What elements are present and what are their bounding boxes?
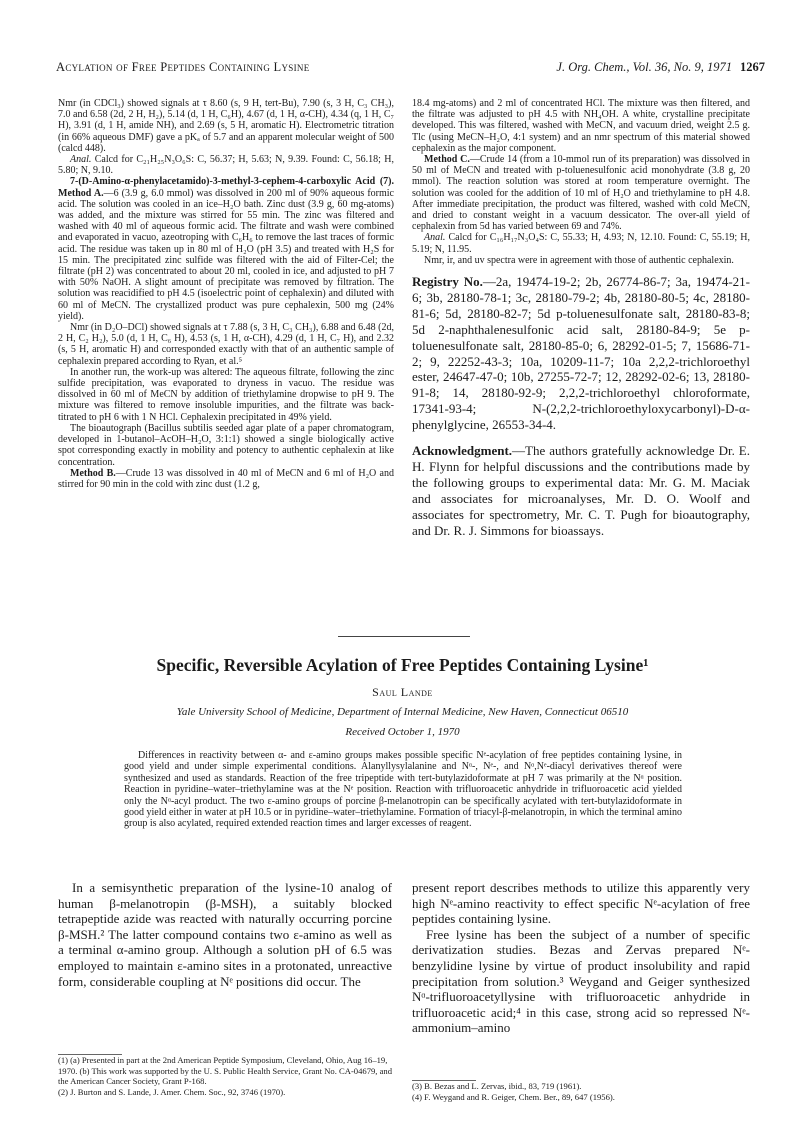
method-b-heading: Method B.	[70, 467, 116, 479]
acknowledgment-text: —The authors gratefully acknowledge Dr. E. H. Flynn for helpful discussions and the contributions made by the following groups to experimental data: Mr. G. M. Maciak and associates for microanalyses, Mr. D. O. Woolf and associates for spectrometry, Mr. C. T. Pugh for bioautography, and Dr. R. J. Simmons for bioassays.	[412, 443, 750, 538]
right-column	[412, 98, 750, 539]
method-a-paragraph	[58, 176, 394, 322]
article-title: Specific, Reversible Acylation of Free Peptides Containing Lysine¹	[156, 655, 649, 675]
journal-name: J. Org. Chem., Vol. 36, No. 9, 1971	[556, 60, 732, 74]
method-a-heading: 7-(D-Amino-α-phenylacetamido)-3-methyl-3-cephem-4-carboxylic Acid (7). Method A.	[58, 176, 394, 199]
registry-text: —2a, 19474-19-2; 2b, 26774-86-7; 3a, 19474-21-6; 3b, 28180-78-1; 3c, 28180-79-2; 4b, 28180-80-5; 4c, 28180-81-6; 5d, 28180-82-7; 5d p-toluenesulfonate salt, 28180-83-8; 5d 2-naphthalenesulfonic acid salt, 28180-84-9; 5e p-toluenesulfonate salt, 28180-85-0; 6, 28292-01-5; 7, 15686-71-2; 9, 22252-43-3; 10a, 10209-11-7; 10a 2,2,2-trichloroethyl ester, 24647-47-0; 10b, 27255-72-7; 12, 28292-02-6; 13, 28180-91-8; 14, 28180-92-9; 2,2,2-trichloroethyl chloroformate, 17341-93-4; N-(2,2,2-trichloroethyloxycarbonyl)-D-α-phenylglycine, 26553-34-4.	[412, 274, 750, 433]
nmr-paragraph: Nmr (in CDCl₃) showed signals at τ 8.60 (s, 9 H, tert-Bu), 7.90 (s, 3 H, C₃ CH₃), 7.0 and 6.58 (2d, 2 H, H₂), 5.14 (d, 1 H, C₆H), 4.67 (d, 1 H, α-CH), 4.34 (q, 1 H, C₇ H), 3.91 (d, 1 H, amide NH), and 2.69 (s, 5 H, aromatic H). Electrometric titration (in 66% aqueous DMF) gave a pKₐ of 5.7 and an apparent molecular weight of 500 (calcd 448).	[58, 98, 394, 154]
running-title: Acylation of Free Peptides Containing Lysine	[56, 60, 310, 74]
footnotes-left	[58, 1054, 392, 1097]
page-number: 1267	[740, 60, 765, 74]
method-c-text: —Crude 14 (from a 10-mmol run of its preparation) was dissolved in 50 ml of MeCN and treated with p-toluenesulfonic acid monohydrate (3.8 g, 20 mmol). The reaction solution was stored at room temperature overnight. The solution was cooled for the addition of 10 ml of H₂O and triethylamine to pH 4.8. After immediate precipitation, the product was filtered, washed with cold MeCN, and dried to constant weight in a vacuum dessicator. The over-all yield of cephalexin from 5d has varied between 69 and 74%.	[412, 154, 751, 233]
registry-label: Registry No.	[412, 274, 483, 290]
nmr-d2o-paragraph: Nmr (in D₂O–DCl) showed signals at τ 7.88 (s, 3 H, C₃ CH₃), 6.88 and 6.48 (2d, 2 H, C₂ H₂), 5.0 (d, 1 H, C₆ H), 4.53 (s, 1 H, α-CH), 4.29 (d, 1 H, C₇ H), and 2.32 (s, 5 H, aromatic H) and corresponded exactly with that of an authentic sample of cephalexin prepared according to Ryan, et al.⁵	[58, 322, 394, 367]
article-divider	[338, 636, 470, 637]
body-right-column	[412, 880, 750, 1036]
lysine-paragraph: Free lysine has been the subject of a number of specific derivatization studies. Bezas and Zervas prepared Nᵉ-benzylidine lysine by virtue of product insolubility and rapid precipitation from solution.³ Weygand and Geiger synthesized Nᵅ-trifluoroacetyllysine with trifluoroacetic anhydride in trifluoroacetic acid;⁴ in this case, strong acid so repressed Nᵉ-ammonium–amino	[412, 926, 750, 1036]
bioautograph-paragraph: The bioautograph (Bacillus subtilis seeded agar plate of a paper chromatogram, developed in 1-butanol–AcOH–H₂O, 3:1:1) showed a single biologically active spot corresponding exactly in mobility and potency to authentic cephalexin at like concentration.	[58, 422, 394, 468]
analysis-2-text: Calcd for C₁₆H₁₇N₃O₄S: C, 55.33; H, 4.93; N, 12.10. Found: C, 55.19; H, 5.19; N, 11.95.	[412, 232, 750, 255]
footnote-4: (4) F. Weygand and R. Geiger, Chem. Ber., 89, 647 (1956).	[412, 1091, 615, 1102]
page-header	[56, 60, 765, 80]
footnotes-right	[412, 1080, 750, 1102]
intro-continued-paragraph: present report describes methods to utilize this apparently very high Nᵉ-amino reactivity to effect specific Nᵉ-acylation of free peptides containing lysine.	[412, 880, 750, 927]
received-date: Received October 1, 1970	[345, 726, 460, 738]
author-affiliation: Yale University School of Medicine, Department of Internal Medicine, New Haven, Connecticut 06510	[176, 706, 629, 718]
analysis-paragraph	[58, 154, 394, 176]
spectra-paragraph: Nmr, ir, and uv spectra were in agreement with those of authentic cephalexin.	[424, 254, 734, 266]
method-c-heading: Method C.	[424, 154, 470, 166]
method-b-text: —Crude 13 was dissolved in 40 ml of MeCN and 6 ml of H₂O and stirred for 90 min in the cold with zinc dust (1.2 g,	[58, 467, 394, 490]
intro-paragraph: In a semisynthetic preparation of the lysine-10 analog of human β-melanotropin (β-MSH), a suitably blocked tetrapeptide azide was reacted with naturally occurring porcine β-MSH.² The latter compound contains two ε-amino as well as a terminal α-amino group. Although a solution pH of 6.5 was employed to maintain ε-amino sites in a protonated, unreactive form, considerable coupling at Nᵉ positions did occur. The	[58, 880, 392, 989]
method-b-paragraph	[58, 468, 394, 490]
method-b-continued: 18.4 mg-atoms) and 2 ml of concentrated HCl. The mixture was then filtered, and the filtrate was adjusted to pH 4.5 with NH₄OH. A white, crystalline precipitate developed. This was filtered, washed with MeCN, and vacuum dried, weight 2.5 g. Tlc (using MeCN–H₂O, 4:1 system) and an nmr spectrum of this material showed cephalexin as the major component.	[412, 98, 750, 154]
analysis-2-paragraph	[412, 232, 750, 254]
acknowledgment	[412, 443, 750, 538]
acknowledgment-label: Acknowledgment.	[412, 443, 513, 459]
registry-numbers	[412, 274, 750, 433]
body-left-column	[58, 880, 392, 989]
left-column	[58, 98, 394, 490]
method-a-text: —6 (3.9 g, 6.0 mmol) was dissolved in 200 ml of 90% aqueous formic acid. The solution was cooled in an ice–H₂O bath. Zinc dust (3.9 g, 60 mg-atoms) was added, and the mixture was stirred for 55 min. The zinc was filtered and washed with 40 ml of aqueous formic acid. The filtrate and wash were combined and evaporated in vacuo, azeotroping with C₆H₆ to remove the last traces of formic acid. The residue was taken up in 80 ml of H₂O (pH 3.5) and treated with H₂S for 15 min. The precipitated zinc sulfide was filtered with the aid of Filter-Cel; the filtrate (pH 2) was concentrated to about 20 ml, cooled in ice, and adjusted to pH 7 with 50% NaOH. A slight amount of precipitate was removed by filtration. The solution was reacidified to pH 4.5 (isoelectric point of cephalexin) and diluted with 60 ml of MeCN. The crystallized product was pure cephalexin, 500 mg (24% yield).	[58, 187, 394, 322]
journal-citation	[556, 60, 765, 75]
footnote-3: (3) B. Bezas and L. Zervas, ibid., 83, 719 (1961).	[412, 1081, 582, 1091]
analysis-text: Calcd for C₂₁H₂₅N₃O₆S: C, 56.37; H, 5.63; N, 9.39. Found: C, 56.18; H, 5.80; N, 9.10.	[58, 154, 395, 177]
method-c-paragraph	[412, 154, 750, 232]
another-run-paragraph: In another run, the work-up was altered: The aqueous filtrate, following the zinc sulfide precipitation, was evaporated to dryness in vacuo. The residue was dissolved in 60 ml of MeCN by addition of triethylamine dropwise to pH 9. The mixture was filtered to remove insoluble impurities, and the filtrate was back-titrated to pH 6 with 1 N HCl. Cephalexin precipitated in 49% yield.	[58, 366, 394, 423]
analysis-label: Anal.	[70, 154, 92, 166]
article-abstract: Differences in reactivity between α- and ε-amino groups makes possible specific Nᵉ-acylation of free peptides containing lysine, in good yield and under simple experimental conditions. Alanyllysylalanine and Nᵅ-, Nᵉ-, and Nᵅ,Nᵉ-diacyl derivatives thereof were synthesized and used as standards. Reaction of the free tripeptide with tert-butylazidoformate at pH 7 was primarily at the Nᵅ position. Reaction in pyridine–water–triethylamine was at the Nᵉ position. Reaction with trifluoroacetic anhydride in trifluoroacetic acid yielded only the Nᵅ-acyl product. The two ε-amino groups of porcine β-melanotropin can be specifically acylated with tert-butylazidoformate in good yield either in water at pH 10.5 or in pyridine–water–triethylamine. Formation of triacyl-β-melanotropin, in which the terminal amino group is also acylated, required extended reaction times and larger excesses of reagent.	[124, 750, 682, 830]
footnote-1: (1) (a) Presented in part at the 2nd American Peptide Symposium, Cleveland, Ohio, Aug 16–19, 1970. (b) This work was supported by the U. S. Public Health Service, Grant No. CA-04679, and the American Cancer Society, Grant P-168.	[58, 1055, 392, 1087]
analysis-2-label: Anal.	[424, 232, 446, 244]
article-author: Saul Lande	[372, 685, 433, 699]
footnote-2: (2) J. Burton and S. Lande, J. Amer. Chem. Soc., 92, 3746 (1970).	[58, 1086, 286, 1097]
